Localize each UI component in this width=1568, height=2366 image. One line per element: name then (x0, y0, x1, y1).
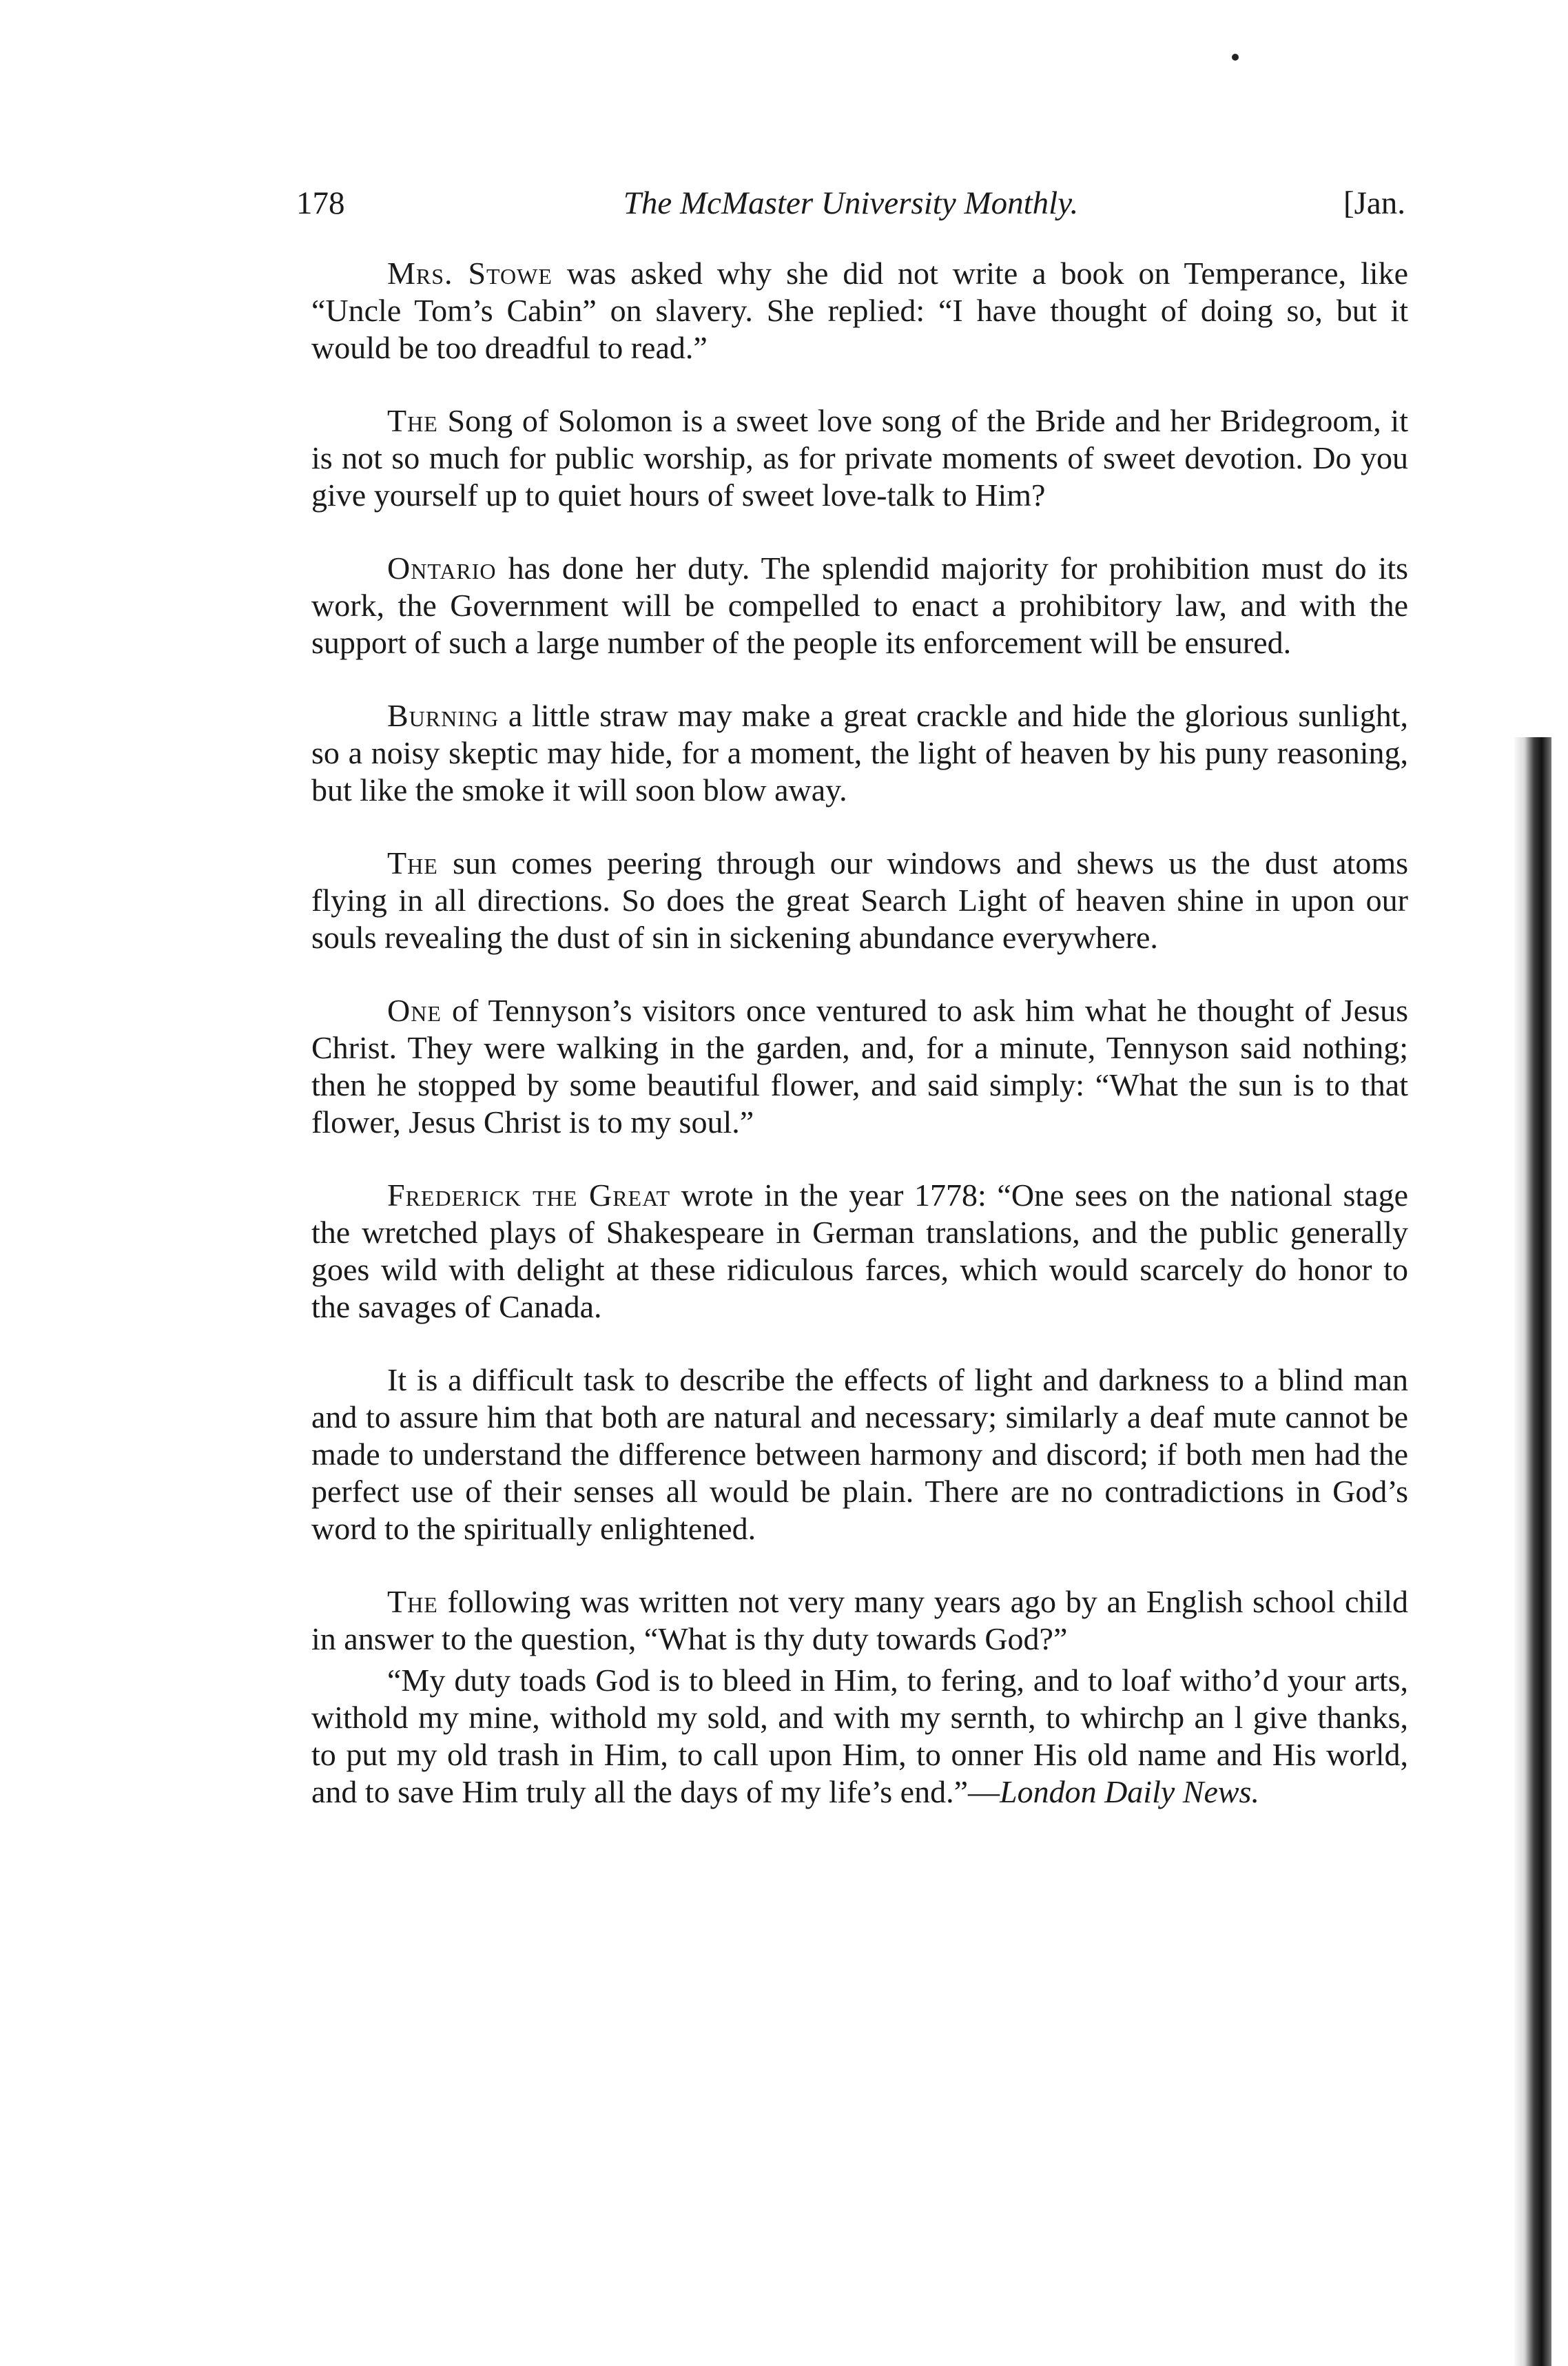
paragraph-text: sun comes peering through our windows and shews us the dust atoms flying in all directions. So does the great Search Light of heaven shine in upon our souls revealing the dust of sin in sickening abundance everywhere. (311, 845, 1408, 955)
paragraph (311, 1361, 1408, 1547)
paragraph-text: of Tennyson’s visitors once ventured to ask him what he thought of Jesus Christ. They were walking in the garden, and, for a minute, Tennyson said nothing; then he stopped by some beautiful flower, and said simply: “What the sun is to that flower, Jesus Christ is to my soul.” (311, 993, 1408, 1140)
paragraph-lead: One (387, 993, 442, 1028)
ink-dot (1232, 54, 1239, 61)
paragraph (311, 402, 1408, 514)
paragraph-text: has done her duty. The splendid majority for prohibition must do its work, the Government will be compelled to enact a prohibitory law, and with the support of such a large number of the people its enforcement will be ensured. (311, 551, 1408, 660)
paragraph-text: Song of Solomon is a sweet love song of the Bride and her Bridegroom, it is not so much for public worship, as for private moments of sweet devotion. Do you give yourself up to quiet hours of sweet love-talk to Him? (311, 403, 1408, 513)
paragraph (311, 697, 1408, 809)
paragraph-lead: The (387, 1584, 438, 1619)
paragraph (311, 1583, 1408, 1658)
paragraph-text: was asked why she did not write a book on Temperance, like “Uncle Tom’s Cabin” on slavery. She replied: “I have thought of doing so, but it would be too dreadful to read.” (311, 256, 1409, 365)
paragraph (311, 1177, 1408, 1326)
paragraph-lead: Ontario (387, 551, 497, 586)
quoted-answer (311, 1662, 1408, 1811)
paragraph-lead: Frederick the Great (387, 1177, 671, 1213)
paragraph-lead: The (387, 403, 438, 438)
paragraph-text: It is a difficult task to describe the effects of light and darkness to a blind man and to assure him that both are natural and necessary; similarly a deaf mute cannot be made to understand the difference between harmony and discord; if both men had the perfect use of their senses all would be plain. There are no contradictions in God’s word to the spiritually enlightened. (311, 1362, 1408, 1546)
paragraph (311, 255, 1408, 367)
paragraph-text: following was written not very many years ago by an English school child in answer to the question, “What is thy duty towards God?” (311, 1584, 1408, 1656)
issue-month: [Jan. (1343, 185, 1405, 221)
running-header (296, 185, 1405, 240)
paragraph-text: wrote in the year 1778: “One sees on the national stage the wretched plays of Shakespeare in German translations, and the public generally goes wild with delight at these ridiculous farces, which would scarcely do honor to the savages of Canada. (311, 1177, 1408, 1324)
page-edge-shadow (1513, 737, 1551, 2366)
quote-text: “My duty toads God is to bleed in Him, to fering, and to loaf witho’d your arts, withold my mine, withold my sold, and with my sernth, to whirchp an l give thanks, to put my old trash in Him, to call upon Him, to onner His old name and His world, and to save Him truly all the days of my life’s end.”— (311, 1663, 1408, 1809)
paragraph (311, 992, 1408, 1141)
page-number: 178 (296, 185, 345, 221)
paragraph-lead: Mrs. Stowe (387, 256, 553, 291)
article-body (311, 255, 1408, 1811)
paragraph-lead: The (387, 845, 438, 881)
paragraph (311, 845, 1408, 956)
paragraph-text: a little straw may make a great crackle and hide the glorious sunlight, so a noisy skeptic may hide, for a moment, the light of heaven by his puny reasoning, but like the smoke it will soon blow away. (311, 698, 1408, 807)
paragraph (311, 550, 1408, 661)
journal-title: The McMaster University Monthly. (623, 185, 1079, 221)
paragraph-lead: Burning (387, 698, 499, 733)
quote-source: London Daily News. (1000, 1774, 1259, 1809)
